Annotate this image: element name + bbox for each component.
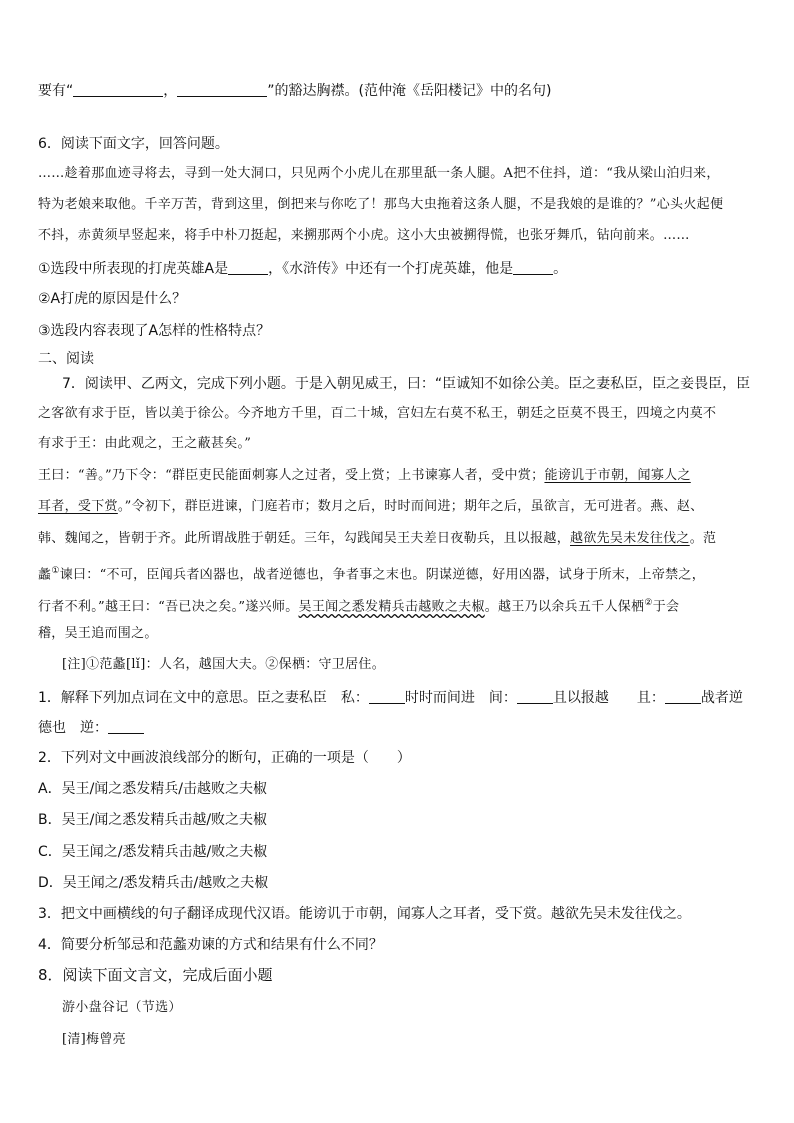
intro-pre: 要有“ — [38, 83, 74, 99]
q6-passage-line-1: ……趁着那血迹寻将去，寻到一处大洞口，只见两个小虎儿在那里舐一条人腿。A把不住抖，道：“我从梁山泊归来， — [38, 166, 720, 181]
q7-line-4-underlined: 能谤讥于市朝，闻寡人之 — [544, 468, 691, 483]
option-b[interactable]: B．吴王/闻之悉发精兵击越/败之夫椒 — [38, 812, 268, 828]
option-a[interactable]: A．吴王/闻之悉发精兵/击越败之夫椒 — [38, 781, 268, 797]
q8-author: [清]梅曾亮 — [62, 1032, 126, 1047]
intro-mid: ， — [163, 83, 178, 99]
q6-sub2: ②A打虎的原因是什么？ — [38, 291, 187, 307]
fill-blank-2[interactable] — [177, 82, 267, 97]
fill-blank-hero-a[interactable] — [228, 260, 268, 275]
q6-sub3: ③选段内容表现了A怎样的性格特点？ — [38, 323, 271, 339]
fill-blank-si[interactable] — [369, 689, 405, 704]
question-4: 4．简要分析邹忌和范蠡劝谏的方式和结果有什么不同？ — [38, 937, 383, 953]
fill-blank-1[interactable] — [73, 82, 163, 97]
q7-line-4 — [38, 466, 691, 486]
q7-line-7-a: 蠡 — [38, 567, 52, 583]
q8-title: 8．阅读下面文言文，完成后面小题 — [38, 966, 273, 984]
section-heading: 二、阅读 — [38, 351, 94, 367]
q7-line-8-wavy: 吴王闻之悉发精兵击越败之夫椒 — [298, 599, 485, 615]
q7-line-8 — [38, 593, 679, 617]
q7-line-2: 之客欲有求于臣，皆以美于徐公。今齐地方千里，百二十城，宫妇左右莫不私王，朝廷之臣莫不畏王，四境之内莫不 — [38, 406, 717, 421]
question-1-c: 且以报越 且： — [552, 690, 665, 706]
fill-blank-ni[interactable] — [108, 719, 144, 734]
option-d[interactable]: D．吴王闻之/悉发精兵击/越败之夫椒 — [38, 875, 269, 891]
q7-line-7-b: 谏曰：“不可，臣闻兵者凶器也，战者逆德也，争者事之末也。阴谋逆德，好用凶器，试身于所末，上帝禁之， — [59, 567, 706, 583]
question-3: 3．把文中画横线的句子翻译成现代汉语。能谤讥于市朝，闻寡人之耳者，受下赏。越欲先吴未发往伐之。 — [38, 906, 691, 922]
q7-note: [注]①范蠡[lǐ]：人名，越国大夫。②保栖：守卫居住。 — [62, 657, 386, 672]
question-1-b: 时时而间进 间： — [404, 690, 517, 706]
q7-line-8-c: 于会 — [652, 599, 680, 615]
q6-sub1 — [38, 259, 567, 279]
q7-line-9: 稽，吴王追而围之。 — [38, 626, 158, 641]
q8-subtitle: 游小盘谷记（节选） — [62, 1000, 182, 1015]
q6-sub1-a: ①选段中所表现的打虎英雄A是 — [38, 261, 229, 277]
q7-line-8-b: 。越王乃以余兵五千人保栖 — [484, 599, 645, 615]
q7-line-6 — [38, 529, 716, 549]
q7-line-5 — [38, 497, 703, 517]
q7-line-7 — [38, 561, 705, 585]
footnote-mark-2: ② — [644, 598, 653, 608]
option-c[interactable]: C．吴王闻之/悉发精兵击越/败之夫椒 — [38, 844, 268, 860]
q7-line-6-underlined: 越欲先吴未发往伐之 — [570, 531, 690, 546]
fill-blank-jian[interactable] — [517, 689, 553, 704]
footnote-mark-1: ① — [51, 566, 60, 576]
q6-sub1-c: 。 — [553, 261, 568, 277]
intro-line — [38, 81, 551, 101]
q7-line-6-b: 。范 — [689, 531, 717, 546]
q7-line-4-a: 王曰：“善。”乃下令：“群臣吏民能面刺寡人之过者，受上赏；上书谏寡人者，受中赏； — [38, 468, 545, 483]
q7-line-6-a: 韩、魏闻之，皆朝于齐。此所谓战胜于朝廷。三年，勾践闻吴王夫差日夜勒兵，且以报越， — [38, 531, 571, 546]
fill-blank-hero-b[interactable] — [513, 260, 553, 275]
intro-post: ”的豁达胸襟。(范仲淹《岳阳楼记》中的名句) — [267, 83, 552, 99]
q7-line-8-a: 行者不利。”越王曰：“吾已决之矣。”遂兴师。 — [38, 599, 299, 615]
q6-title: 6．阅读下面文字，回答问题。 — [38, 136, 229, 152]
q7-line-3: 有求于王：由此观之，王之蔽甚矣。” — [38, 436, 252, 451]
question-1-e: 德也 逆： — [38, 720, 108, 736]
question-1-a: 1．解释下列加点词在文中的意思。臣之妻私臣 私： — [38, 690, 369, 706]
question-1-cont — [38, 718, 144, 738]
question-1 — [38, 688, 743, 708]
question-1-d: 战者逆 — [700, 690, 743, 706]
q7-line-1: 7．阅读甲、乙两文，完成下列小题。于是入朝见威王，曰：“臣诚知不如徐公美。臣之妻私臣，臣之妾畏臣，臣 — [62, 376, 751, 392]
q6-passage-line-3: 不抖，赤黄须早竖起来，将手中朴刀挺起，来搠那两个小虎。这小大虫被搠得慌，也张牙舞爪，钻向前来。…… — [38, 228, 690, 243]
q6-passage-line-2: 特为老娘来取他。千辛万苦，背到这里，倒把来与你吃了！那鸟大虫拖着这条人腿，不是我娘的是谁的？”心头火起便 — [38, 197, 724, 212]
q6-sub1-b: ，《水浒传》中还有一个打虎英雄，他是 — [268, 261, 514, 277]
q7-line-5-b: 。”令初下，群臣进谏，门庭若市；数月之后，时时而间进；期年之后，虽欲言，无可进者。燕、赵、 — [117, 499, 704, 514]
question-2: 2．下列对文中画波浪线部分的断句，正确的一项是（ ） — [38, 750, 411, 766]
fill-blank-qie[interactable] — [665, 689, 701, 704]
q7-line-5-underlined: 耳者，受下赏 — [38, 499, 118, 514]
